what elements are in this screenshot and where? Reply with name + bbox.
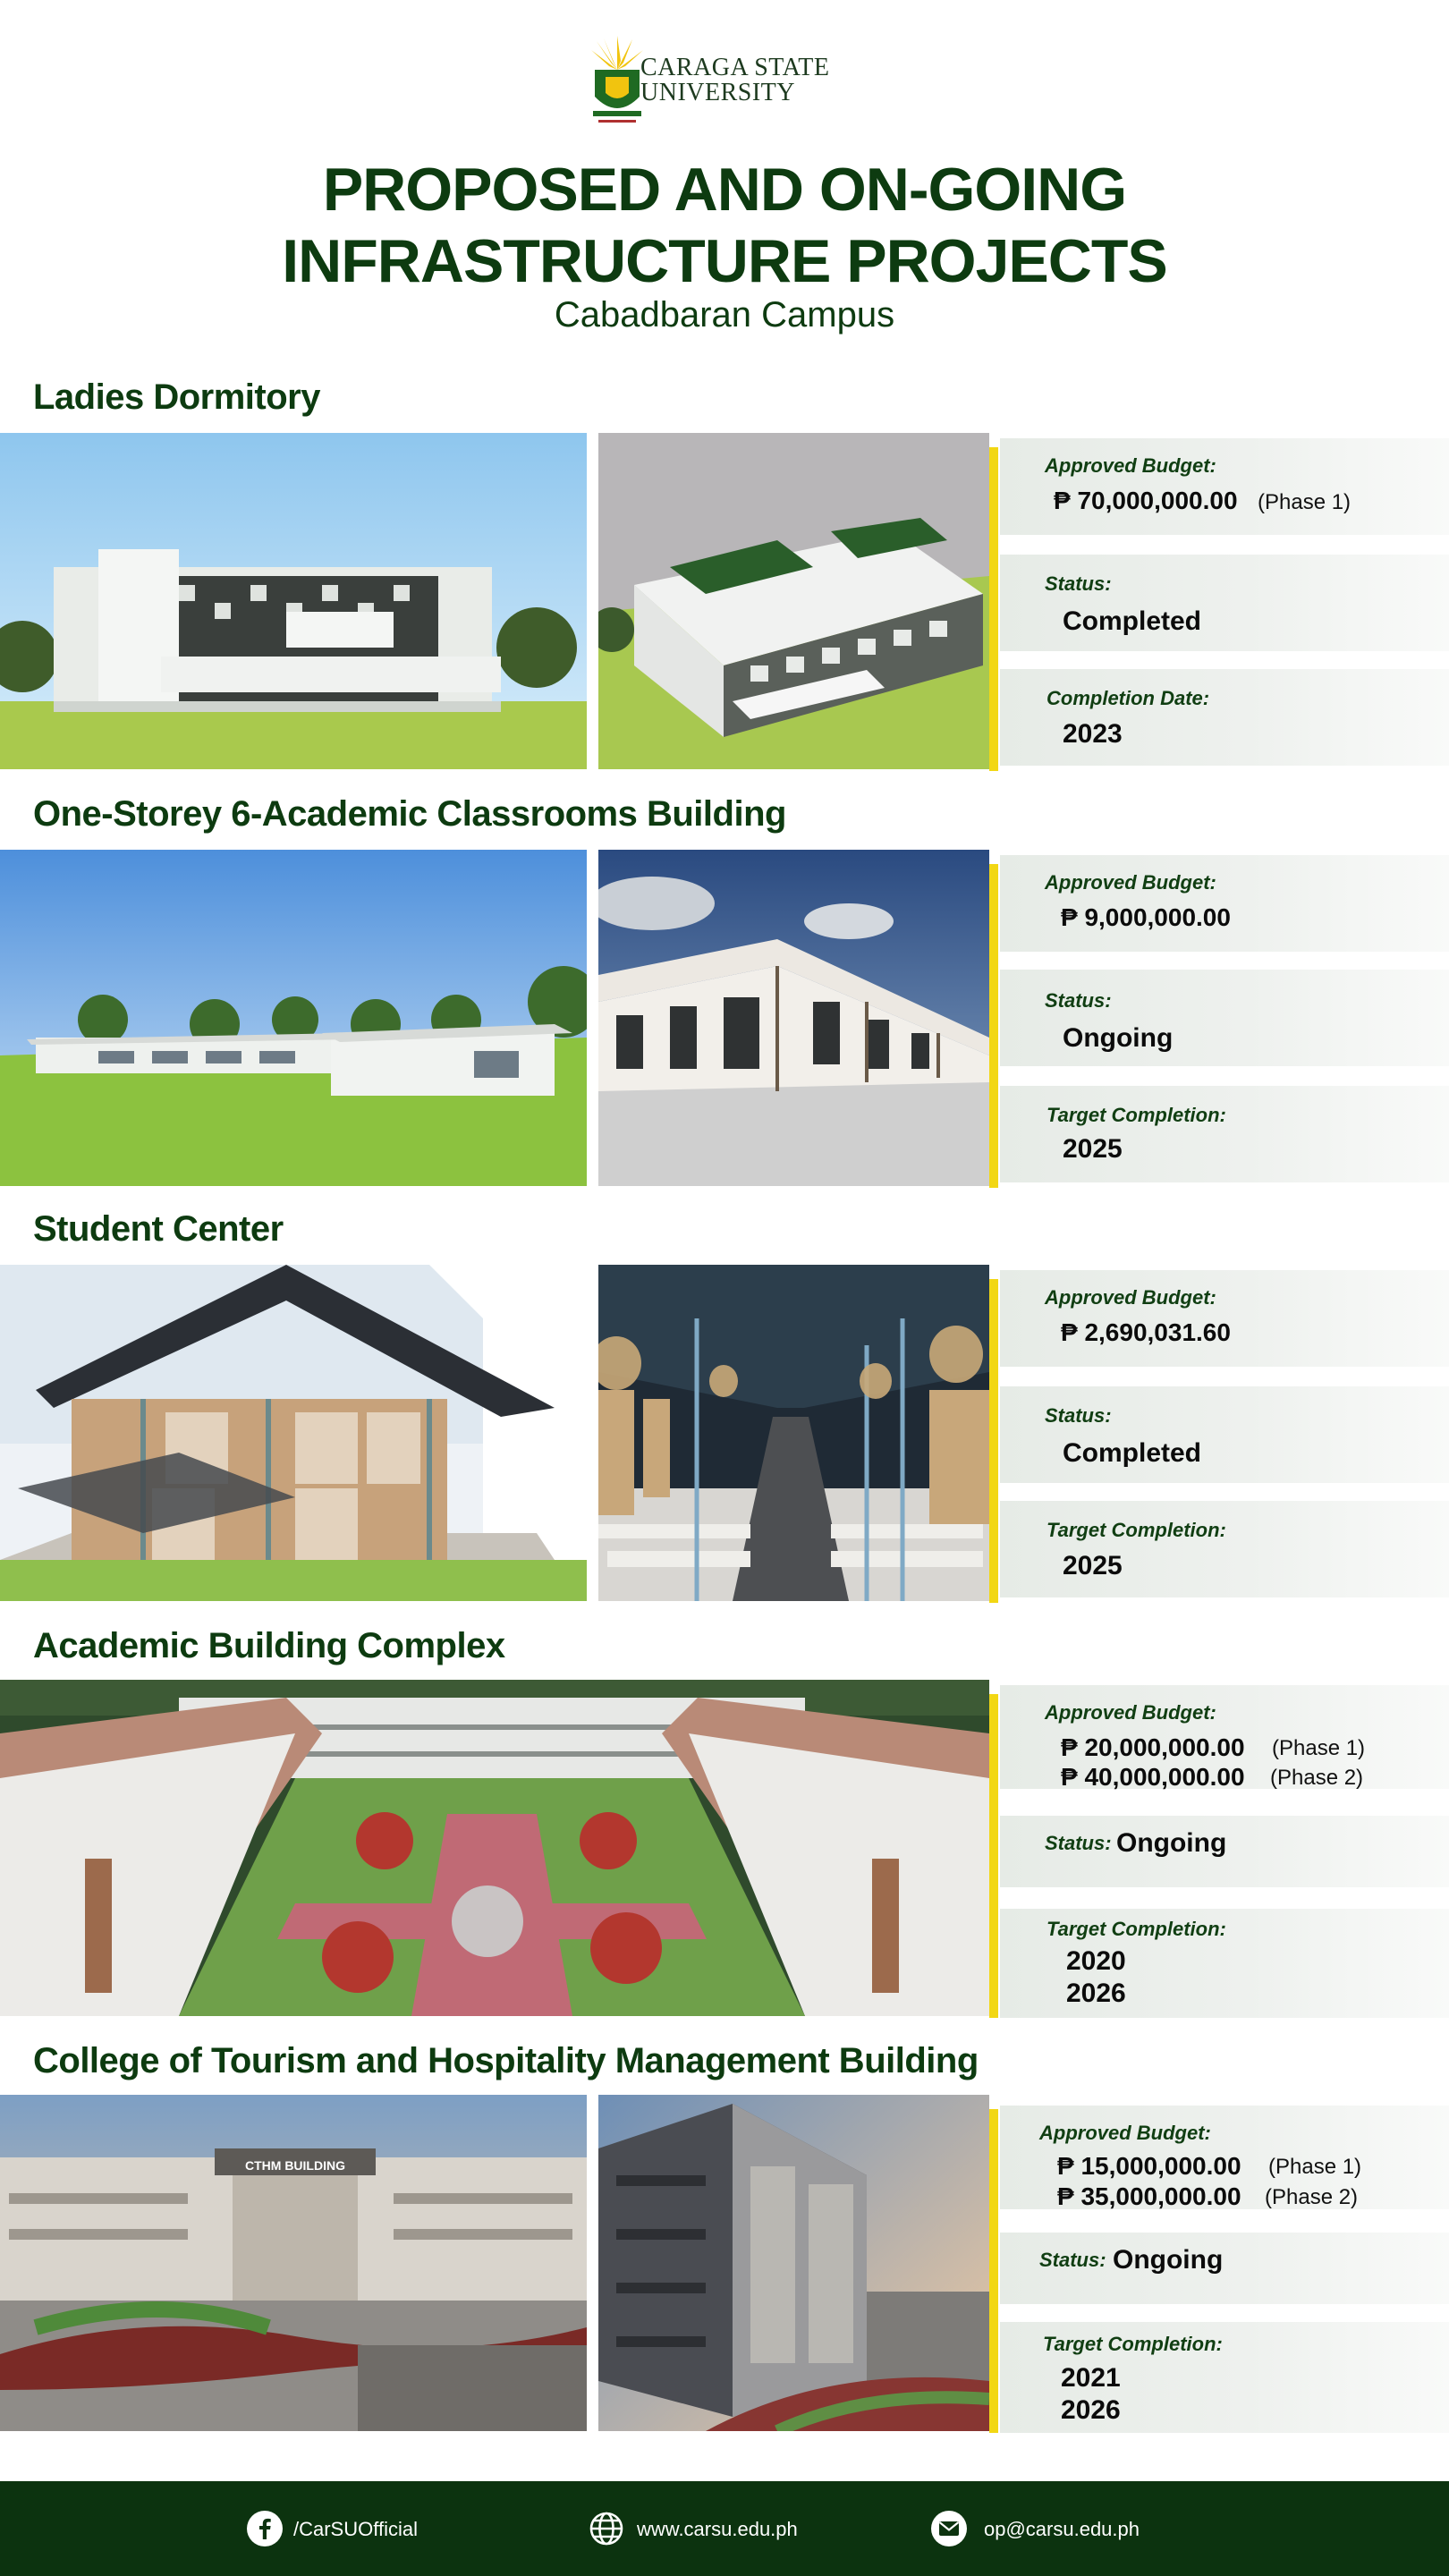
budget-phase-2: (Phase 2): [1265, 2185, 1359, 2209]
status-label: Status:: [1039, 2249, 1106, 2271]
university-logo-icon: [586, 34, 648, 132]
budget-phase: (Phase 1): [1272, 1736, 1366, 1760]
budget-phase: (Phase 1): [1268, 2155, 1362, 2179]
budget-value-2: ₱ 35,000,000.00: [1057, 2182, 1241, 2210]
budget-card: [1000, 1685, 1449, 1789]
status-card: [1000, 1386, 1449, 1483]
page-subtitle: Cabadbaran Campus: [554, 295, 895, 335]
date-card: [1000, 1086, 1449, 1182]
university-line-2: UNIVERSITY: [640, 79, 795, 106]
budget-label: Approved Budget:: [1045, 1286, 1216, 1309]
project-render-image: [0, 850, 587, 1186]
budget-value: ₱ 15,000,000.00: [1057, 2152, 1241, 2180]
project-render-image: [598, 850, 989, 1186]
project-render-image: [0, 2095, 587, 2431]
budget-phase-2: (Phase 2): [1270, 1766, 1364, 1790]
project-title: Student Center: [33, 1209, 284, 1249]
page-title-line-1: PROPOSED AND ON-GOING: [322, 156, 1127, 224]
date-value: 2025: [1063, 1134, 1123, 1164]
budget-card: [1000, 438, 1449, 535]
date-card: [1000, 1909, 1449, 2018]
project-title: Ladies Dormitory: [33, 377, 320, 417]
project-title: Academic Building Complex: [33, 1626, 505, 1665]
status-card: [1000, 970, 1449, 1066]
project-title: One-Storey 6-Academic Classrooms Building: [33, 794, 786, 834]
budget-label: Approved Budget:: [1039, 2122, 1211, 2144]
budget-value: ₱ 9,000,000.00: [1061, 903, 1231, 931]
page-title-line-2: INFRASTRUCTURE PROJECTS: [282, 227, 1167, 295]
project-title: College of Tourism and Hospitality Management Building: [33, 2041, 979, 2080]
date-card: [1000, 1501, 1449, 1597]
cthm-sign-text: CTHM BUILDING: [245, 2158, 345, 2173]
status-card: [1000, 555, 1449, 651]
status-label: Status:: [1045, 572, 1112, 595]
accent-bar: [989, 447, 998, 771]
date-label: Target Completion:: [1043, 2333, 1223, 2355]
project-render-image: [0, 433, 587, 769]
email-icon[interactable]: [931, 2511, 967, 2546]
date-label: Target Completion:: [1046, 1918, 1226, 1940]
date-value: 2023: [1063, 719, 1123, 749]
project-render-image: [598, 2095, 989, 2431]
university-name: [640, 55, 829, 106]
date-value: 2021: [1061, 2363, 1121, 2393]
project-render-image: [0, 1680, 989, 2016]
status-value: Completed: [1063, 606, 1202, 636]
date-value-2: 2026: [1061, 2395, 1121, 2425]
date-label: Completion Date:: [1046, 687, 1210, 709]
status-card: [1000, 2233, 1449, 2304]
budget-label: Approved Budget:: [1045, 454, 1216, 477]
status-value: Ongoing: [1116, 1828, 1227, 1858]
facebook-link[interactable]: /CarSUOfficial: [293, 2518, 418, 2540]
project-render-image: [598, 1265, 989, 1601]
accent-bar: [989, 864, 998, 1188]
date-value: 2025: [1063, 1551, 1123, 1580]
budget-label: Approved Budget:: [1045, 1701, 1216, 1724]
date-label: Target Completion:: [1046, 1104, 1226, 1126]
footer: [0, 2481, 1449, 2576]
budget-card: [1000, 2106, 1449, 2209]
budget-value: ₱ 20,000,000.00: [1061, 1733, 1245, 1761]
date-card: [1000, 669, 1449, 766]
globe-icon[interactable]: [589, 2511, 624, 2546]
budget-card: [1000, 855, 1449, 952]
project-render-image: [0, 1265, 587, 1601]
budget-value: ₱ 2,690,031.60: [1061, 1318, 1231, 1346]
budget-value: ₱ 70,000,000.00: [1054, 487, 1238, 514]
project-render-image: [598, 433, 989, 769]
status-label: Status:: [1045, 989, 1112, 1012]
accent-bar: [989, 2109, 998, 2433]
status-label: Status:: [1045, 1404, 1112, 1427]
date-value: 2020: [1066, 1946, 1126, 1976]
status-label: Status:: [1045, 1832, 1112, 1854]
status-card: [1000, 1816, 1449, 1887]
budget-card: [1000, 1270, 1449, 1367]
budget-phase: (Phase 1): [1258, 490, 1352, 514]
university-line-1: CARAGA STATE: [640, 54, 830, 81]
date-value-2: 2026: [1066, 1979, 1126, 2008]
facebook-icon[interactable]: [247, 2511, 283, 2546]
email-link[interactable]: op@carsu.edu.ph: [984, 2518, 1140, 2540]
budget-value-2: ₱ 40,000,000.00: [1061, 1763, 1245, 1791]
status-value: Ongoing: [1063, 1023, 1174, 1053]
status-value: Completed: [1063, 1438, 1202, 1468]
budget-label: Approved Budget:: [1045, 871, 1216, 894]
status-value: Ongoing: [1113, 2245, 1224, 2275]
website-link[interactable]: www.carsu.edu.ph: [637, 2518, 798, 2540]
date-card: [1000, 2322, 1449, 2433]
date-label: Target Completion:: [1046, 1519, 1226, 1541]
accent-bar: [989, 1279, 998, 1603]
accent-bar: [989, 1694, 998, 2018]
